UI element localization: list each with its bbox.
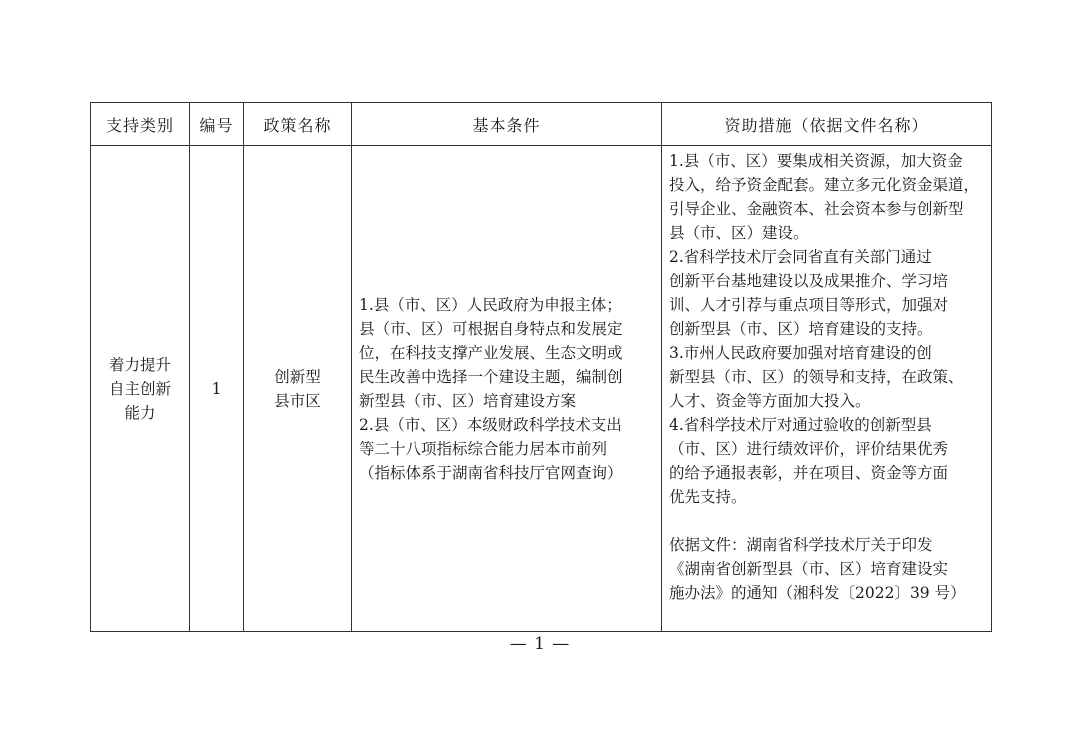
category-line: 着力提升: [108, 355, 171, 374]
table-header-row: [91, 103, 992, 146]
measures-line: 3.市州人民政府要加强对培育建设的创: [669, 344, 932, 362]
header-conditions: 基本条件: [352, 103, 662, 146]
measures-cell: [662, 146, 992, 632]
measures-line: 创新平台基地建设以及成果推介、学习培: [669, 272, 949, 290]
policy-table: [90, 102, 992, 632]
measures-line: 训、人才引荐与重点项目等形式，加强对: [669, 296, 949, 314]
policy-name-line: 县市区: [274, 391, 321, 410]
row-number: 1: [211, 379, 222, 398]
policy-name-cell: [244, 146, 352, 632]
conditions-line: 民生改善中选择一个建设主题，编制创: [359, 367, 623, 386]
header-measures: 资助措施（依据文件名称）: [662, 103, 992, 146]
page-number: — 1 —: [509, 634, 571, 654]
measures-line: 引导企业、金融资本、社会资本参与创新型: [669, 200, 964, 218]
measures-line: 4.省科学技术厅对通过验收的创新型县: [669, 416, 932, 434]
number-cell: [190, 146, 244, 632]
header-category: 支持类别: [91, 103, 190, 146]
conditions-line: 县（市、区）可根据自身特点和发展定: [359, 319, 623, 338]
measures-line: 2.省科学技术厅会同省直有关部门通过: [669, 248, 932, 266]
category-line: 自主创新: [108, 379, 171, 398]
basis-line: 施办法》的通知（湘科发〔2022〕39 号）: [669, 584, 966, 602]
measures-line: 县（市、区）建设。: [669, 224, 809, 242]
measures-line: 投入，给予资金配套。建立多元化资金渠道，: [669, 176, 980, 194]
measures-line: 创新型县（市、区）培育建设的支持。: [669, 320, 933, 338]
header-policy-name: 政策名称: [244, 103, 352, 146]
conditions-line: 新型县（市、区）培育建设方案: [359, 391, 577, 410]
conditions-cell: [352, 146, 662, 632]
table-row: [91, 146, 992, 632]
category-cell: [91, 146, 190, 632]
paragraph-gap: [669, 509, 987, 533]
conditions-line: 2.县（市、区）本级财政科学技术支出: [359, 415, 622, 434]
conditions-line: 等二十八项指标综合能力居本市前列: [359, 439, 608, 458]
conditions-line: 1.县（市、区）人民政府为申报主体；: [359, 295, 622, 314]
basis-line: 依据文件：湖南省科学技术厅关于印发: [669, 536, 933, 554]
measures-line: 的给予通报表彰，并在项目、资金等方面: [669, 464, 949, 482]
measures-line: 1.县（市、区）要集成相关资源，加大资金: [669, 152, 963, 170]
conditions-line: （指标体系于湖南省科技厅官网查询）: [359, 463, 623, 482]
basis-line: 《湖南省创新型县（市、区）培育建设实: [669, 560, 949, 578]
conditions-line: 位，在科技支撑产业发展、生态文明或: [359, 343, 623, 362]
policy-name-line: 创新型: [274, 367, 321, 386]
category-line: 能力: [124, 403, 156, 422]
measures-line: （市、区）进行绩效评价，评价结果优秀: [669, 440, 949, 458]
measures-line: 优先支持。: [669, 488, 747, 506]
header-number: 编号: [190, 103, 244, 146]
measures-line: 新型县（市、区）的领导和支持，在政策、: [669, 368, 964, 386]
measures-line: 人才、资金等方面加大投入。: [669, 392, 871, 410]
